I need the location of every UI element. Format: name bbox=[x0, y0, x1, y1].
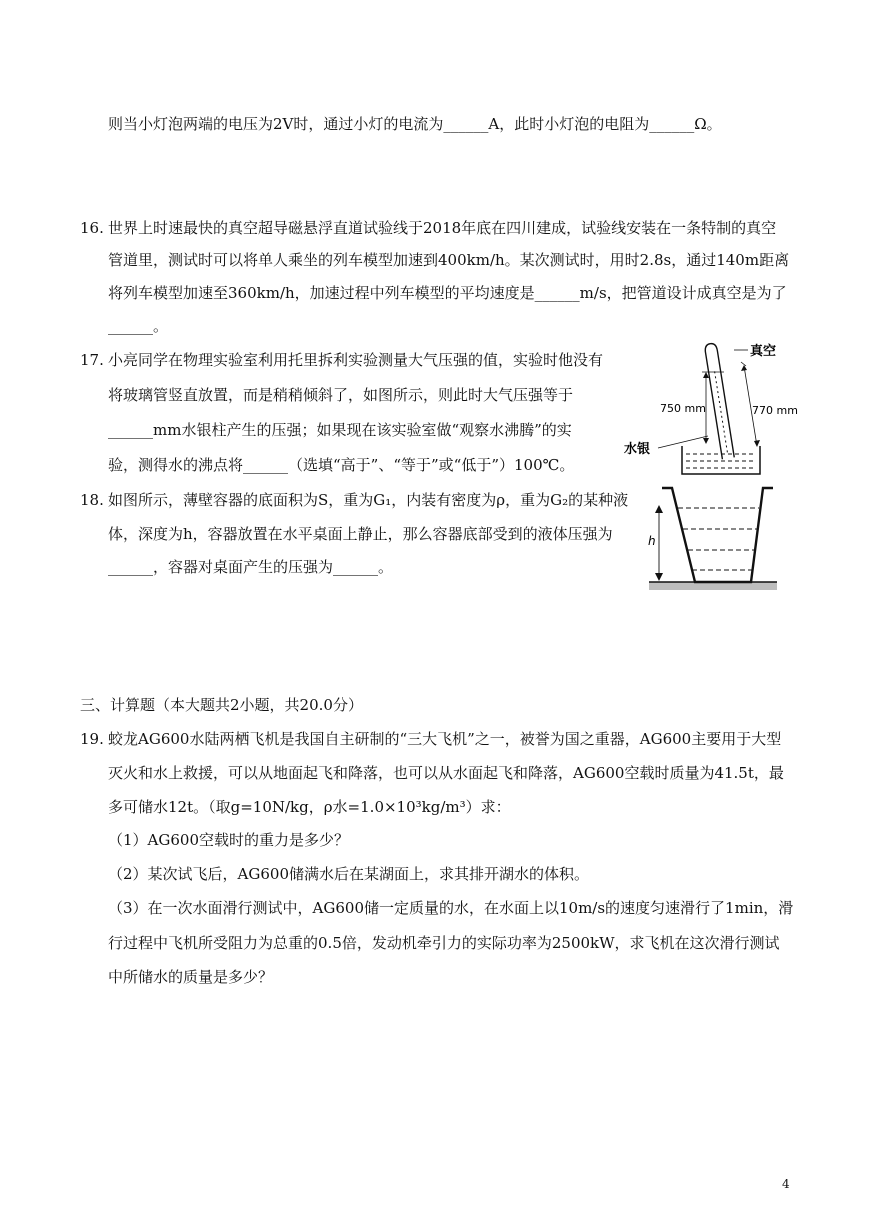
torricelli-figure bbox=[620, 336, 800, 478]
q19-sub-3: （3）在一次水面滑行测试中，AG600储一定质量的水，在水面上以10m/s的速度匀速滑行了1min，滑 bbox=[108, 899, 794, 917]
q19-sub-3-cont: 行过程中飞机所受阻力为总重的0.5倍，发动机牵引力的实际功率为2500kW，求飞机在这次滑行测试 bbox=[108, 934, 780, 952]
height-770-label: 770 mm bbox=[752, 404, 798, 417]
q16-line-1: 世界上时速最快的真空超导磁悬浮直道试验线于2018年底在四川建成，试验线安装在一条特制的真空 bbox=[108, 219, 777, 237]
q19-sub-2: （2）某次试飞后，AG600储满水后在某湖面上，求其排开湖水的体积。 bbox=[108, 865, 589, 883]
question-number-17: 17. bbox=[80, 351, 104, 369]
question-number-18: 18. bbox=[80, 491, 104, 509]
q16-line-3: 将列车模型加速至360km/h，加速过程中列车模型的平均速度是______m/s，把管道设计成真空是为了 bbox=[108, 284, 787, 302]
q18-line-2: 体，深度为h，容器放置在水平桌面上静止，那么容器底部受到的液体压强为 bbox=[108, 525, 613, 543]
q19-line-3: 多可储水12t。（取g=10N/kg，ρ水=1.0×10³kg/m³）求： bbox=[108, 798, 511, 816]
q18-line-3: ______，容器对桌面产生的压强为______。 bbox=[108, 558, 394, 576]
page-number: 4 bbox=[782, 1177, 790, 1191]
vacuum-label: 真空 bbox=[750, 344, 777, 359]
depth-h-label: h bbox=[648, 534, 656, 548]
carryover-line: 则当小灯泡两端的电压为2V时，通过小灯的电流为______A，此时小灯泡的电阻为______Ω。 bbox=[108, 115, 722, 133]
question-number-19: 19. bbox=[80, 730, 104, 748]
q19-line-2: 灭火和水上救援，可以从地面起飞和降落，也可以从水面起飞和降落，AG600空载时质量为41.5t，最 bbox=[108, 764, 784, 782]
q17-line-4: 验，测得水的沸点将______（选填“高于”、“等于”或“低于”）100℃。 bbox=[108, 456, 575, 474]
q16-line-4: ______。 bbox=[108, 317, 169, 335]
container-figure bbox=[645, 482, 780, 594]
q16-line-2: 管道里，测试时可以将单人乘坐的列车模型加速到400km/h。某次测试时，用时2.8s，通过140m距离 bbox=[108, 251, 790, 269]
height-750-label: 750 mm bbox=[660, 402, 706, 415]
q19-sub-3-end: 中所储水的质量是多少？ bbox=[108, 968, 274, 986]
section-heading: 三、计算题（本大题共2小题，共20.0分） bbox=[80, 696, 363, 714]
q17-line-1: 小亮同学在物理实验室利用托里拆利实验测量大气压强的值，实验时他没有 bbox=[108, 351, 604, 369]
mercury-label: 水银 bbox=[624, 442, 651, 457]
q17-line-3: ______mm水银柱产生的压强；如果现在该实验室做“观察水沸腾”的实 bbox=[108, 421, 572, 439]
q19-sub-1: （1）AG600空载时的重力是多少？ bbox=[108, 831, 349, 849]
q18-line-1: 如图所示，薄壁容器的底面积为S，重为G₁，内装有密度为ρ，重为G₂的某种液 bbox=[108, 491, 629, 509]
q19-line-1: 蛟龙AG600水陆两栖飞机是我国自主研制的“三大飞机”之一，被誉为国之重器，AG600主要用于大型 bbox=[108, 730, 782, 748]
q17-line-2: 将玻璃管竖直放置，而是稍稍倾斜了，如图所示，则此时大气压强等于 bbox=[108, 386, 574, 404]
question-number-16: 16. bbox=[80, 219, 104, 237]
